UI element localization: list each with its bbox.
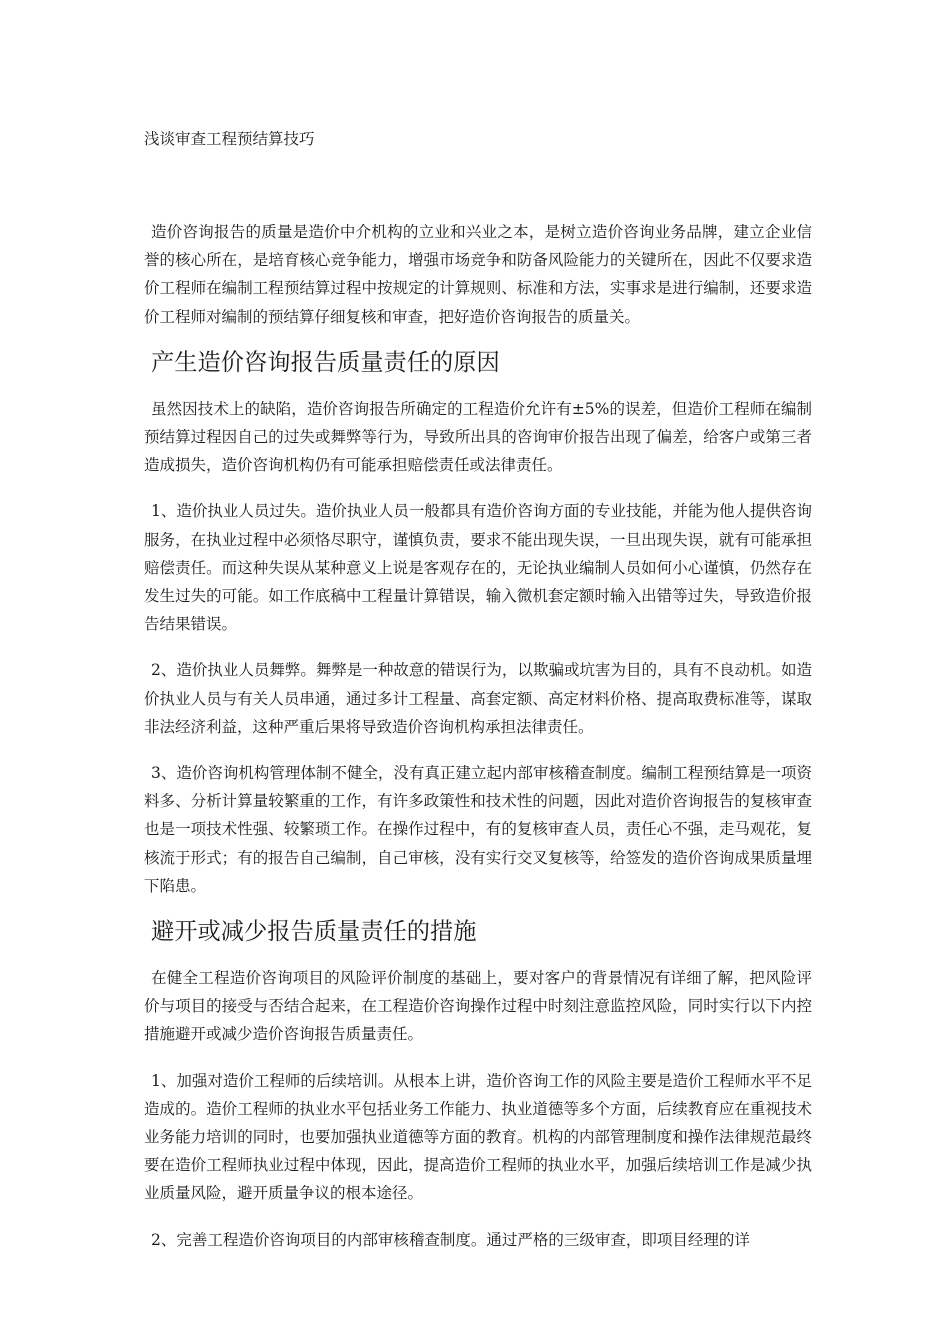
- causes-intro-paragraph: 虽然因技术上的缺陷，造价咨询报告所确定的工程造价允许有±5%的误差，但造价工程师在编制预结算过程因自己的过失或舞弊等行为，导致所出具的咨询审价报告出现了偏差，给客户或第三者造成损失，造价咨询机构仍有可能承担赔偿责任或法律责任。: [144, 399, 812, 475]
- paragraph-spacer: [144, 377, 812, 395]
- paragraph-spacer: [144, 638, 812, 656]
- cause-item-1: 1、造价执业人员过失。造价执业人员一般都具有造价咨询方面的专业技能，并能为他人提供咨询服务，在执业过程中必须恪尽职守，谨慎负责，要求不能出现失误，一旦出现失误，就有可能承担赔偿责任。而这种失误从某种意义上说是客观存在的，无论执业编制人员如何小心谨慎，仍然存在发生过失的可能。如工作底稿中工程量计算错误，输入微机套定额时输入出错等过失，导致造价报告结果错误。: [144, 502, 812, 634]
- paragraph-spacer: [144, 479, 812, 497]
- intro-paragraph: 造价咨询报告的质量是造价中介机构的立业和兴业之本，是树立造价咨询业务品牌，建立企业信誉的核心所在，是培育核心竞争能力，增强市场竞争和防备风险能力的关键所在，因此不仅要求造价工程师在编制工程预结算过程中按规定的计算规则、标准和方法，实事求是进行编制，还要求造价工程师对编制的预结算仔细复核和审查，把好造价咨询报告的质量关。: [144, 223, 812, 326]
- paragraph-spacer: [144, 900, 812, 918]
- measures-intro-paragraph: 在健全工程造价咨询项目的风险评价制度的基础上，要对客户的背景情况有详细了解，把风险评价与项目的接受与否结合起来，在工程造价咨询操作过程中时刻注意监控风险，同时实行以下内控措施避开或减少造价咨询报告质量责任。: [144, 969, 812, 1044]
- paragraph-spacer: [144, 741, 812, 759]
- cause-item-2: 2、造价执业人员舞弊。舞弊是一种故意的错误行为，以欺骗或坑害为目的，具有不良动机。如造价执业人员与有关人员串通，通过多计工程量、高套定额、高定材料价格、提高取费标准等，谋取非法经济利益，这种严重后果将导致造价咨询机构承担法律责任。: [144, 661, 812, 736]
- measure-item-2: 2、完善工程造价咨询项目的内部审核稽查制度。通过严格的三级审查，即项目经理的详: [151, 1230, 750, 1249]
- paragraph-spacer: [144, 1208, 812, 1226]
- section-heading-measures: 避开或减少报告质量责任的措施: [151, 918, 477, 946]
- paragraph-spacer: [144, 1049, 812, 1067]
- section-heading-causes: 产生造价咨询报告质量责任的原因: [151, 348, 500, 376]
- document-title: 浅谈审查工程预结算技巧: [144, 130, 315, 148]
- document-body: [144, 124, 812, 1254]
- measure-item-1: 1、加强对造价工程师的后续培训。从根本上讲，造价咨询工作的风险主要是造价工程师水平不足造成的。造价工程师的执业水平包括业务工作能力、执业道德等多个方面，后续教育应在重视技术业务能力培训的同时，也要加强执业道德等方面的教育。机构的内部管理制度和操作法律规范最终要在造价工程师执业过程中体现，因此，提高造价工程师的执业水平，加强后续培训工作是减少执业质量风险，避开质量争议的根本途径。: [144, 1071, 812, 1203]
- paragraph-spacer: [144, 946, 812, 964]
- paragraph-spacer: [144, 331, 812, 349]
- title-spacer: [144, 154, 812, 218]
- cause-item-3: 3、造价咨询机构管理体制不健全，没有真正建立起内部审核稽查制度。编制工程预结算是一项资料多、分析计算量较繁重的工作，有许多政策性和技术性的问题，因此对造价咨询报告的复核审查也是一项技术性强、较繁琐工作。在操作过程中，有的复核审查人员，责任心不强，走马观花，复核流于形式；有的报告自己编制，自己审核，没有实行交叉复核等，给签发的造价咨询成果质量埋下陷患。: [144, 764, 812, 895]
